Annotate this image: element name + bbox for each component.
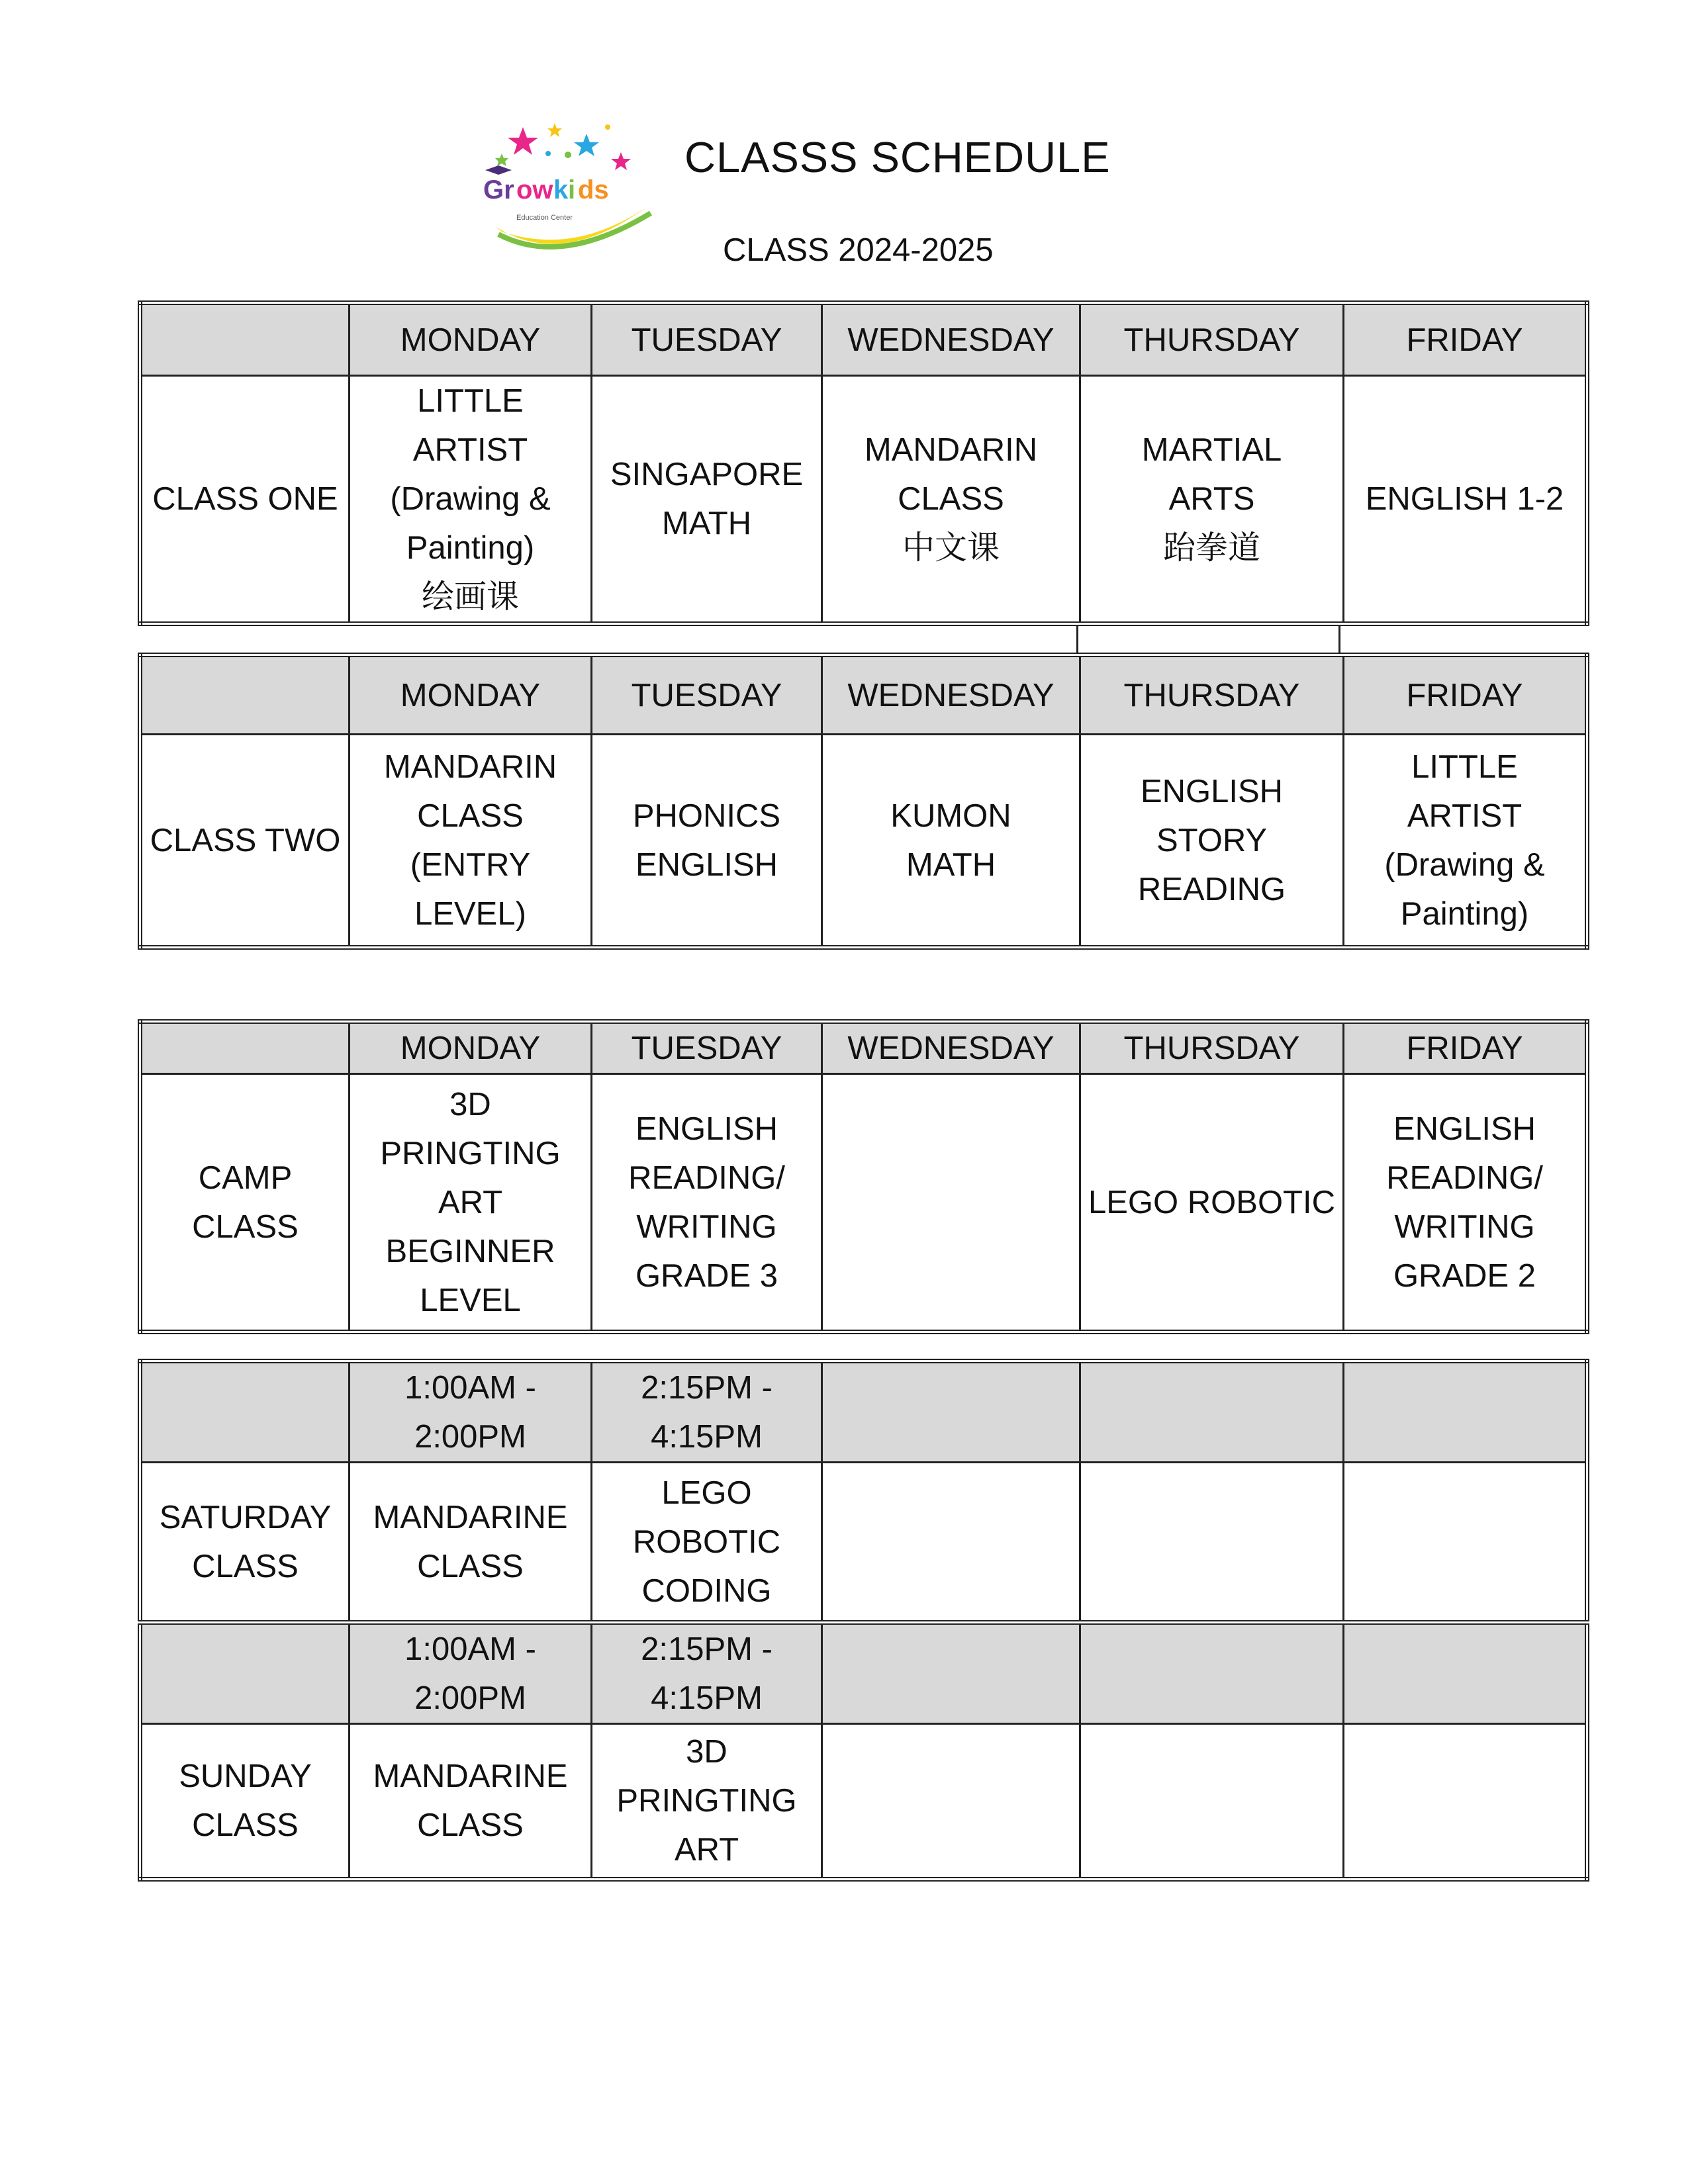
corner-cell xyxy=(140,1623,350,1724)
day-tuesday: TUESDAY xyxy=(592,655,822,735)
time-cell: 2:15PM - 4:15PM xyxy=(592,1623,822,1724)
time-cell xyxy=(822,1361,1080,1463)
page-title: CLASSS SCHEDULE xyxy=(684,133,1111,181)
svg-text:i: i xyxy=(568,175,576,205)
class-label: SUNDAY CLASS xyxy=(140,1724,350,1880)
day-monday: MONDAY xyxy=(350,1022,592,1074)
day-tuesday: TUESDAY xyxy=(592,303,822,376)
day-wednesday: WEDNESDAY xyxy=(822,1022,1080,1074)
day-header-row xyxy=(140,1022,1587,1074)
class-cell: ENGLISH 1-2 xyxy=(1344,376,1587,624)
corner-cell xyxy=(140,303,350,376)
class-cell: ENGLISH STORY READING xyxy=(1080,735,1344,948)
svg-text:k: k xyxy=(553,175,569,205)
class-cell: ENGLISH READING/ WRITING GRADE 2 xyxy=(1344,1074,1587,1332)
class-cell: LEGO ROBOTIC xyxy=(1080,1074,1344,1332)
day-header-row xyxy=(140,655,1587,735)
day-friday: FRIDAY xyxy=(1344,1022,1587,1074)
class-cell xyxy=(1344,1463,1587,1623)
time-cell xyxy=(1080,1361,1344,1463)
class-cell: 3D PRINGTING ART xyxy=(592,1724,822,1880)
class-label: CLASS TWO xyxy=(140,735,350,948)
class-cell xyxy=(822,1463,1080,1623)
day-monday: MONDAY xyxy=(350,303,592,376)
class-cell xyxy=(1080,1463,1344,1623)
svg-text:ow: ow xyxy=(516,175,553,205)
class-cell xyxy=(1344,1724,1587,1880)
class-label: CLASS ONE xyxy=(140,376,350,624)
divider xyxy=(1338,625,1340,653)
time-cell: 1:00AM - 2:00PM xyxy=(350,1361,592,1463)
class-cell: LEGO ROBOTIC CODING xyxy=(592,1463,822,1623)
class-label: SATURDAY CLASS xyxy=(140,1463,350,1623)
class-row xyxy=(140,735,1587,948)
svg-text:ds: ds xyxy=(578,175,609,205)
class-cell: LITTLE ARTIST (Drawing & Painting) xyxy=(1344,735,1587,948)
class-cell: MANDARIN CLASS 中文课 xyxy=(822,376,1080,624)
corner-cell xyxy=(140,655,350,735)
camp-class-table xyxy=(138,1019,1589,1334)
day-wednesday: WEDNESDAY xyxy=(822,303,1080,376)
saturday-row xyxy=(140,1463,1587,1623)
class-cell: LITTLE ARTIST (Drawing & Painting) 绘画课 xyxy=(350,376,592,624)
class-one-table xyxy=(138,300,1589,626)
class-cell: MANDARINE CLASS xyxy=(350,1463,592,1623)
time-cell xyxy=(822,1623,1080,1724)
time-cell xyxy=(1344,1361,1587,1463)
time-cell xyxy=(1344,1623,1587,1724)
class-cell xyxy=(822,1724,1080,1880)
corner-cell xyxy=(140,1022,350,1074)
day-thursday: THURSDAY xyxy=(1080,1022,1344,1074)
day-thursday: THURSDAY xyxy=(1080,655,1344,735)
divider xyxy=(1076,625,1078,653)
day-wednesday: WEDNESDAY xyxy=(822,655,1080,735)
class-row xyxy=(140,1074,1587,1332)
day-tuesday: TUESDAY xyxy=(592,1022,822,1074)
class-cell: MANDARINE CLASS xyxy=(350,1724,592,1880)
time-cell: 2:15PM - 4:15PM xyxy=(592,1361,822,1463)
class-cell: 3D PRINGTING ART BEGINNER LEVEL xyxy=(350,1074,592,1332)
class-cell: MARTIAL ARTS 跆拳道 xyxy=(1080,376,1344,624)
class-cell xyxy=(822,1074,1080,1332)
growkids-logo xyxy=(482,114,667,266)
weekend-table xyxy=(138,1359,1589,1882)
class-row xyxy=(140,376,1587,624)
corner-cell xyxy=(140,1361,350,1463)
svg-text:Gr: Gr xyxy=(483,175,514,205)
day-thursday: THURSDAY xyxy=(1080,303,1344,376)
time-cell xyxy=(1080,1623,1344,1724)
day-friday: FRIDAY xyxy=(1344,303,1587,376)
class-cell xyxy=(1080,1724,1344,1880)
sunday-row xyxy=(140,1724,1587,1880)
time-header-row xyxy=(140,1623,1587,1724)
class-cell: MANDARIN CLASS (ENTRY LEVEL) xyxy=(350,735,592,948)
class-cell: SINGAPORE MATH xyxy=(592,376,822,624)
day-friday: FRIDAY xyxy=(1344,655,1587,735)
svg-text:Education Center: Education Center xyxy=(516,214,573,222)
time-cell: 1:00AM - 2:00PM xyxy=(350,1623,592,1724)
time-header-row xyxy=(140,1361,1587,1463)
class-label: CAMP CLASS xyxy=(140,1074,350,1332)
day-header-row xyxy=(140,303,1587,376)
class-cell: PHONICS ENGLISH xyxy=(592,735,822,948)
class-two-table xyxy=(138,653,1589,950)
class-cell: KUMON MATH xyxy=(822,735,1080,948)
class-cell: ENGLISH READING/ WRITING GRADE 3 xyxy=(592,1074,822,1332)
day-monday: MONDAY xyxy=(350,655,592,735)
page-subtitle: CLASS 2024-2025 xyxy=(723,232,994,268)
